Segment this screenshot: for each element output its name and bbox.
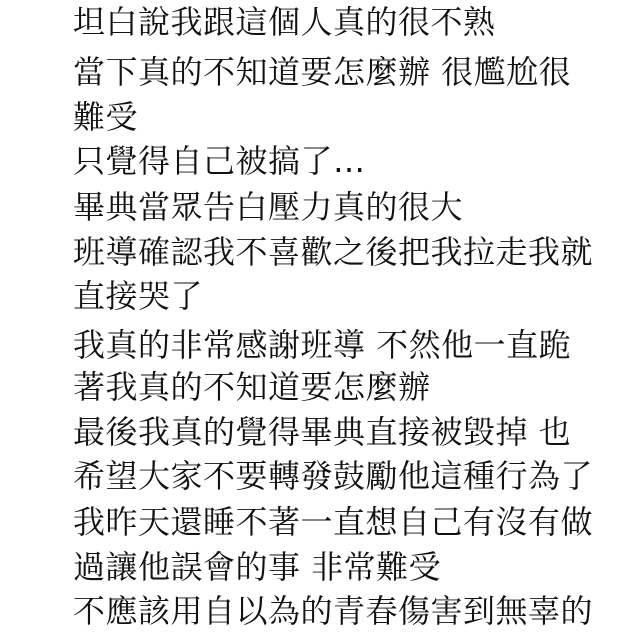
text-line: 坦白說我跟這個人真的很不熟 [73, 3, 496, 41]
text-line: 班導確認我不喜歡之後把我拉走我就 [73, 233, 594, 271]
text-line: 過讓他誤會的事 非常難受 [73, 548, 442, 586]
text-line: 我真的非常感謝班導 不然他一直跪 [73, 326, 572, 364]
text-line: 難受 [73, 98, 139, 136]
text-line: 不應該用自以為的青春傷害到無辜的 [73, 592, 594, 630]
text-line: 畢典當眾告白壓力真的很大 [73, 188, 464, 226]
text-line: 著我真的不知道要怎麼辦 [73, 368, 431, 406]
text-line: 希望大家不要轉發鼓勵他這種行為了 [73, 457, 594, 495]
text-line: 只覺得自己被搞了… [73, 142, 366, 180]
text-line: 我昨天還睡不著一直想自己有沒有做 [73, 503, 594, 541]
text-line: 當下真的不知道要怎麼辦 很尷尬很 [73, 53, 572, 91]
text-line: 直接哭了 [73, 277, 204, 315]
text-line: 最後我真的覺得畢典直接被毀掉 也 [73, 413, 572, 451]
